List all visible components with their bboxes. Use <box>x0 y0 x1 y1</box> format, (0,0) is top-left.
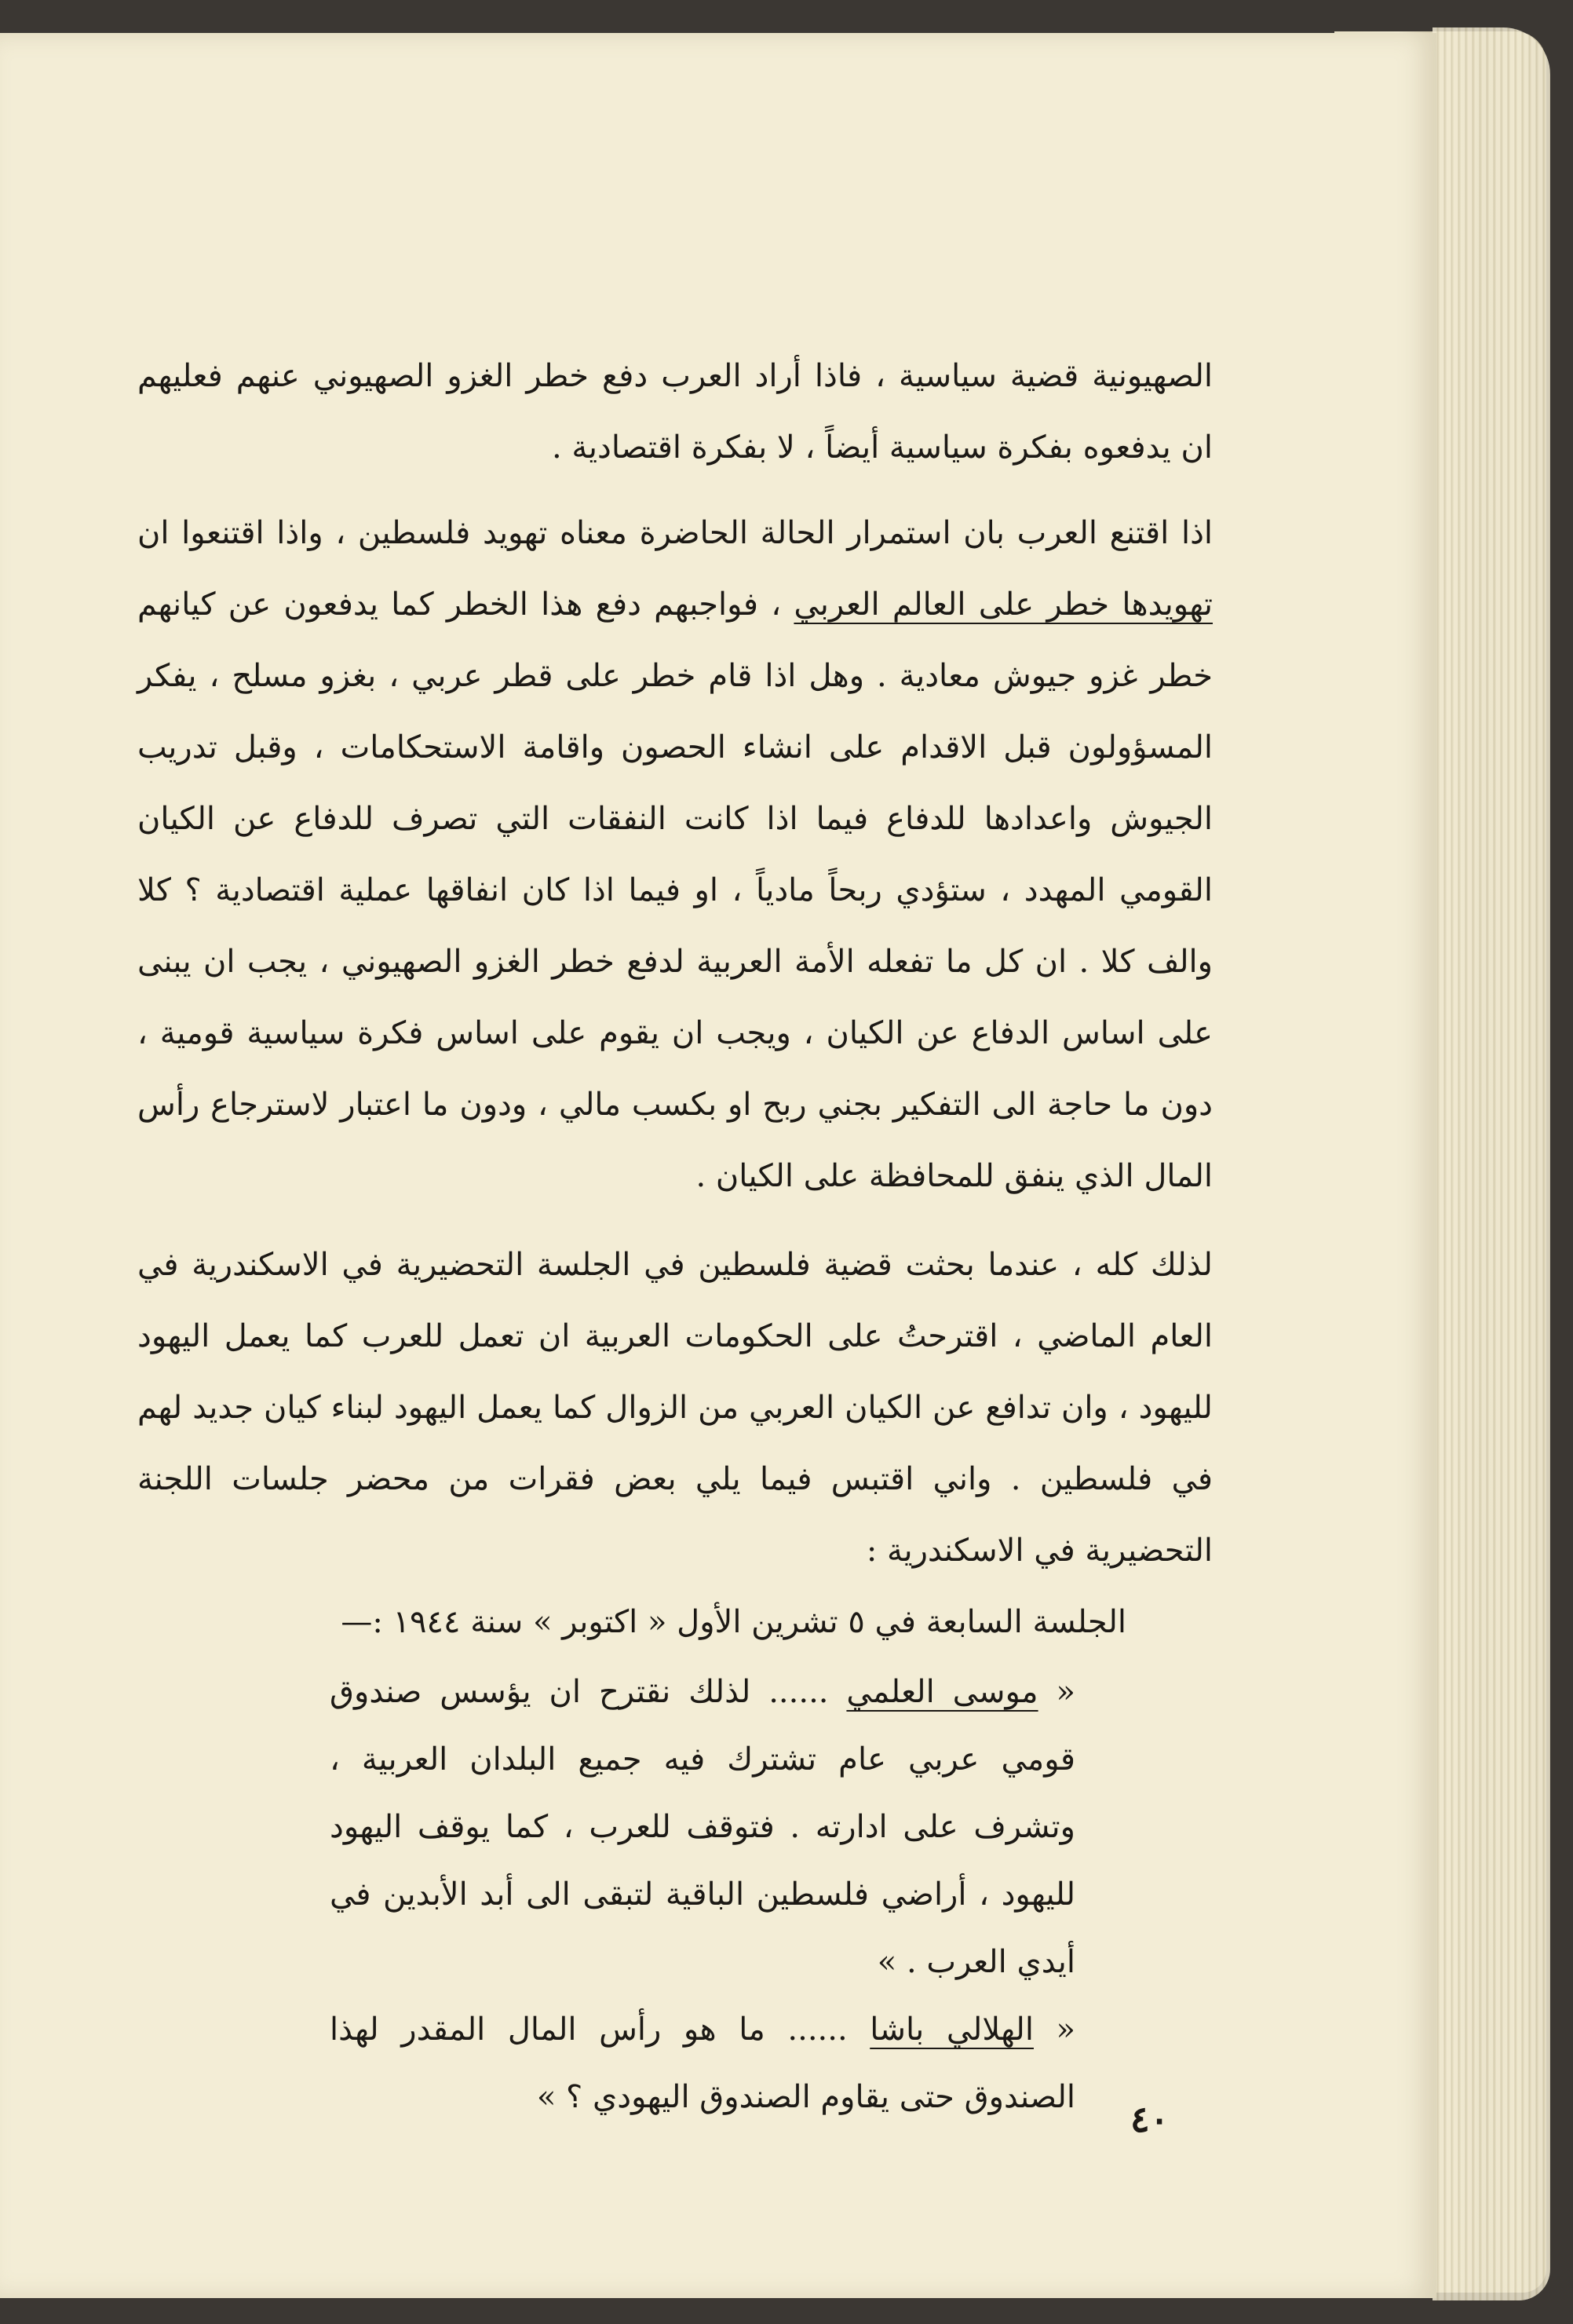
quote-2-speaker: الهلالي باشا <box>870 2012 1034 2048</box>
page-body-text <box>137 341 1213 2131</box>
book-page <box>0 33 1436 2298</box>
paragraph-2-part-b: ، فواجبهم دفع هذا الخطر كما يدفعون عن كيانهم خطر غزو جيوش معادية . وهل اذا قام خطر على قطر عربي ، بغزو مسلح ، يفكر المسؤولون قبل الاقدام على انشاء الحصون واقامة الاستحكامات ، وقبل تدريب الجيوش واعدادها للدفاع فيما اذا كانت النفقات التي تصرف للدفاع عن الكيان القومي المهدد ، ستؤدي ربحاً مادياً ، او فيما اذا كان انفاقها عملية اقتصادية ؟ كلا والف كلا . ان كل ما تفعله الأمة العربية لدفع خطر الغزو الصهيوني ، يجب ان يبنى على اساس الدفاع عن الكيان ، ويجب ان يقوم على اساس فكرة سياسية قومية ، دون ما حاجة الى التفكير بجني ربح او بكسب مالي ، ودون ما اعتبار لاسترجاع رأس المال الذي ينفق للمحافظة على الكيان . <box>137 586 1213 1194</box>
quote-1-text: ...... لذلك نقترح ان يؤسس صندوق قومي عربي عام تشترك فيه جميع البلدان العربية ، وتشرف على ادارته . فتوقف للعرب ، كما يوقف اليهود لليهود ، أراضي فلسطين الباقية لتبقى الى أبد الأبدين في أيدي العرب . » <box>330 1674 1076 1980</box>
paragraph-2 <box>137 498 1213 1212</box>
quote-2-text: ...... ما هو رأس المال المقدر لهذا الصندوق حتى يقاوم الصندوق اليهودي ؟ » <box>330 2012 1075 2115</box>
quote-2-open-mark: « <box>1033 2012 1076 2048</box>
quote-1-speaker: موسى العلمي <box>846 1674 1038 1710</box>
quote-hilali-pasha <box>330 1996 1075 2131</box>
paragraph-1: الصهيونية قضية سياسية ، فاذا أراد العرب دفع خطر الغزو الصهيوني عنهم فعليهم ان يدفعوه بفكرة سياسية أيضاً ، لا بفكرة اقتصادية . <box>137 358 1213 466</box>
quote-1-open-mark: « <box>1038 1674 1076 1710</box>
session-heading: الجلسة السابعة في ٥ تشرين الأول « اكتوبر » سنة ١٩٤٤ :— <box>341 1604 1126 1640</box>
paragraph-3: لذلك كله ، عندما بحثت قضية فلسطين في الجلسة التحضيرية في الاسكندرية في العام الماضي ، اقترحتُ على الحكومات العربية ان تعمل للعرب كما يعمل اليهود لليهود ، وان تدافع عن الكيان العربي من الزوال كما يعمل اليهود لبناء كيان جديد لهم في فلسطين . واني اقتبس فيما يلي بعض فقرات من محضر جلسات اللجنة التحضيرية في الاسكندرية : <box>137 1247 1213 1569</box>
page-number: ٤٠ <box>1130 2098 1170 2140</box>
quote-musa-alami <box>330 1658 1075 1996</box>
underlined-phrase: تهويدها خطر على العالم العربي <box>794 586 1214 623</box>
page-curl-edge <box>1432 27 1550 2300</box>
paragraph-2-part-a: اذا اقتنع العرب بان استمرار الحالة الحاضرة معناه تهويد فلسطين ، واذا اقتنعوا ان <box>137 515 1213 551</box>
